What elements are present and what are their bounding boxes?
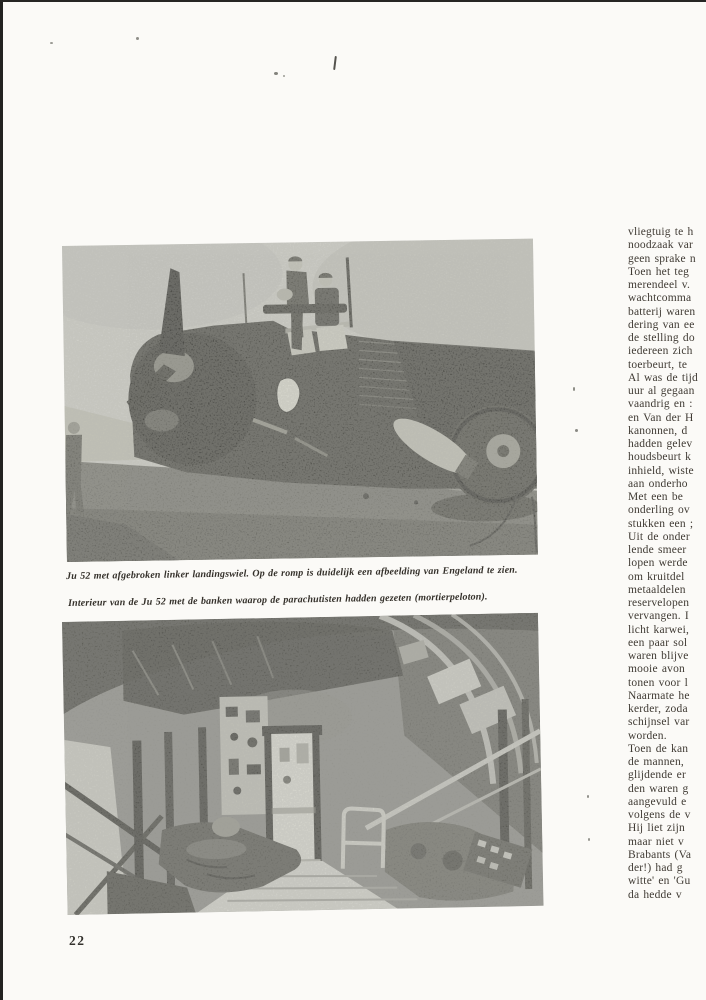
ju52-interior-illustration xyxy=(62,613,544,915)
text-line: houdsbeurt k xyxy=(628,451,692,464)
text-line: wachtcomma xyxy=(628,292,692,305)
text-line: da hedde v xyxy=(628,888,682,901)
text-line: en Van der H xyxy=(628,411,694,424)
text-line: inhield, wiste xyxy=(628,464,694,477)
text-line: maar niet v xyxy=(628,835,684,848)
text-line: noodzaak var xyxy=(628,239,694,252)
text-line: om kruitdel xyxy=(628,570,685,583)
text-line: vervangen. I xyxy=(628,610,689,623)
text-line: merendeel v. xyxy=(628,279,691,291)
scan-speck xyxy=(283,75,285,77)
text-line: Uit de onder xyxy=(628,530,690,543)
text-line: Toen de kan xyxy=(628,742,689,755)
text-line: een paar sol xyxy=(628,636,688,649)
scan-speck xyxy=(587,795,589,798)
text-line: vaandrig en : xyxy=(628,398,693,411)
text-line: batterij waren xyxy=(628,305,696,318)
scan-speck xyxy=(50,42,53,44)
photo-ju52-exterior xyxy=(62,239,538,562)
photo1-caption: Ju 52 met afgebroken linker landingswiel. Op de romp is duidelijk een afbeelding van Engeland te zien. xyxy=(66,564,518,582)
text-line: glijdende er xyxy=(628,769,687,782)
text-line: worden. xyxy=(628,729,667,742)
text-line: uur al gegaan xyxy=(628,385,695,397)
text-line: reservelopen xyxy=(628,597,690,609)
text-line: Hij liet zijn xyxy=(628,822,685,835)
scan-speck xyxy=(573,387,575,391)
photo2-caption: Interieur van de Ju 52 met de banken waarop de parachutisten hadden gezeten (mortierpeloton). xyxy=(68,591,488,609)
text-line: aangevuld e xyxy=(628,795,687,808)
text-line: lende smeer xyxy=(628,544,687,556)
text-line: geen sprake n xyxy=(628,252,696,265)
left-margin-rule xyxy=(0,0,3,1000)
text-line: de mannen, xyxy=(628,756,685,768)
text-line: lopen werde xyxy=(628,557,688,570)
text-line: mooie avon xyxy=(628,663,685,676)
text-line: Al was de tijd xyxy=(628,371,698,384)
text-line: metaaldelen xyxy=(628,583,686,596)
text-line: dering van ee xyxy=(628,318,695,331)
scan-speck xyxy=(136,37,139,40)
scan-speck xyxy=(274,72,278,75)
text-line: licht karwei, xyxy=(628,623,690,636)
text-line: kanonnen, d xyxy=(628,424,688,437)
text-line: witte' en 'Gu xyxy=(628,875,691,888)
text-line: onderling ov xyxy=(628,504,690,517)
text-line: waren blijve xyxy=(628,650,689,662)
text-line: Brabants (Va xyxy=(628,848,692,861)
text-line: iedereen zich xyxy=(628,345,693,358)
text-line: Met een be xyxy=(628,491,684,503)
page-number: 22 xyxy=(69,933,86,948)
text-line: stukken een ; xyxy=(628,517,694,530)
scan-speck xyxy=(575,429,578,432)
text-line: hadden gelev xyxy=(628,438,693,450)
scan-speck xyxy=(588,838,590,841)
text-line: aan onderho xyxy=(628,477,688,490)
text-line: der!) had g xyxy=(628,862,683,874)
text-line: de stelling do xyxy=(628,332,695,344)
text-line: vliegtuig te h xyxy=(628,226,694,238)
ju52-exterior-illustration xyxy=(62,239,538,562)
photo-ju52-interior xyxy=(62,613,544,915)
text-line: Naarmate he xyxy=(628,689,690,702)
text-line: Toen het teg xyxy=(628,265,690,278)
body-text-column xyxy=(628,226,706,902)
text-line: tonen voor l xyxy=(628,676,688,689)
text-line: schijnsel var xyxy=(628,716,690,729)
text-line: kerder, zoda xyxy=(628,703,688,715)
text-line: volgens de v xyxy=(628,809,691,821)
top-edge-rule xyxy=(0,0,706,2)
text-line: den waren g xyxy=(628,782,689,795)
text-line: toerbeurt, te xyxy=(628,358,688,371)
scan-mark xyxy=(333,56,337,70)
